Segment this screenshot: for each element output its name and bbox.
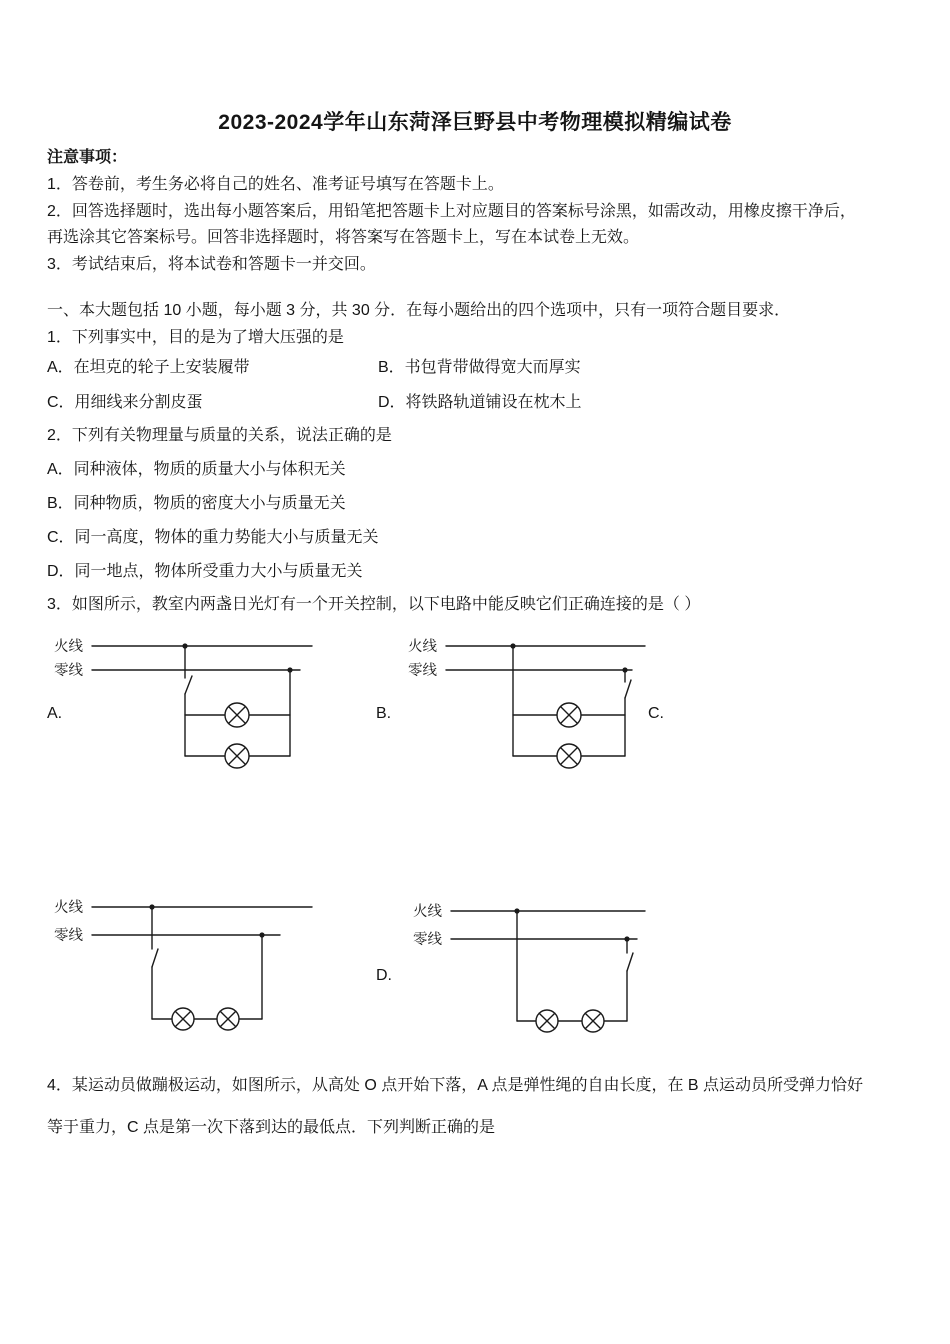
section1-heading: 一、本大题包括 10 小题，每小题 3 分，共 30 分．在每小题给出的四个选项中，只有一项符合题目要求．: [47, 302, 791, 319]
lamp-icon: [557, 703, 581, 727]
lamp-icon: [225, 744, 249, 768]
neutral-wire-label: 零线: [54, 928, 83, 944]
live-wire-label: 火线: [54, 639, 83, 655]
live-wire-label: 火线: [408, 639, 437, 655]
circuit-label-b: B.: [376, 705, 392, 722]
notice-line-2: 2．回答选择题时，选出每小题答案后，用铅笔把答题卡上对应题目的答案标号涂黑，如需改动，用橡皮擦干净后，: [47, 203, 856, 220]
q1-option-d: D．将铁路轨道铺设在枕木上: [378, 394, 582, 411]
live-wire-label: 火线: [54, 900, 83, 916]
lamp-icon: [172, 1008, 194, 1030]
q1-option-a: A．在坦克的轮子上安装履带: [47, 359, 250, 376]
q2-stem: 2．下列有关物理量与质量的关系，说法正确的是: [47, 427, 392, 444]
q1-option-c: C．用细线来分割皮蛋: [47, 394, 203, 411]
lamp-icon: [536, 1010, 558, 1032]
neutral-wire-label: 零线: [413, 932, 442, 948]
live-wire-label: 火线: [413, 904, 442, 920]
q2-option-c: C．同一高度，物体的重力势能大小与质量无关: [47, 529, 379, 546]
q4-line-2: 等于重力，C 点是第一次下落到达的最低点．下列判断正确的是: [47, 1119, 496, 1136]
notice-line-3: 3．考试结束后，将本试卷和答题卡一并交回。: [47, 256, 376, 273]
switch-icon: [627, 939, 633, 971]
lamp-icon: [557, 744, 581, 768]
q1-stem: 1．下列事实中，目的是为了增大压强的是: [47, 329, 344, 346]
circuit-label-c: C.: [648, 705, 664, 722]
notice-heading: 注意事项：: [47, 149, 128, 166]
lamp-icon: [217, 1008, 239, 1030]
q4-line-1: 4．某运动员做蹦极运动，如图所示，从高处 O 点开始下落，A 点是弹性绳的自由长度，在 B 点运动员所受弹力恰好: [47, 1077, 864, 1094]
switch-icon: [152, 907, 158, 967]
q1-option-b: B．书包背带做得宽大而厚实: [378, 359, 581, 376]
lamp-icon: [582, 1010, 604, 1032]
neutral-wire-label: 零线: [54, 663, 83, 679]
circuit-diagram-b: [400, 630, 655, 780]
q2-option-b: B．同种物质，物质的密度大小与质量无关: [47, 495, 346, 512]
circuit-diagram-a: [40, 630, 340, 780]
notice-line-2-cont: 再选涂其它答案标号。回答非选择题时，将答案写在答题卡上，写在本试卷上无效。: [47, 229, 640, 246]
circuit-label-d: D.: [376, 967, 392, 984]
circuit-label-a: A.: [47, 705, 63, 722]
notice-line-1: 1．答卷前，考生务必将自己的姓名、准考证号填写在答题卡上。: [47, 176, 504, 193]
q2-option-a: A．同种液体，物质的质量大小与体积无关: [47, 461, 346, 478]
circuit-diagram-c: [40, 891, 340, 1046]
page-title: 2023-2024学年山东菏泽巨野县中考物理模拟精编试卷: [218, 111, 732, 134]
circuit-diagram-d: [405, 893, 655, 1045]
q3-stem: 3．如图所示，教室内两盏日光灯有一个开关控制，以下电路中能反映它们正确连接的是（ ）: [47, 596, 701, 613]
q2-option-d: D．同一地点，物体所受重力大小与质量无关: [47, 563, 363, 580]
lamp-icon: [225, 703, 249, 727]
neutral-wire-label: 零线: [408, 663, 437, 679]
switch-icon: [625, 670, 631, 698]
